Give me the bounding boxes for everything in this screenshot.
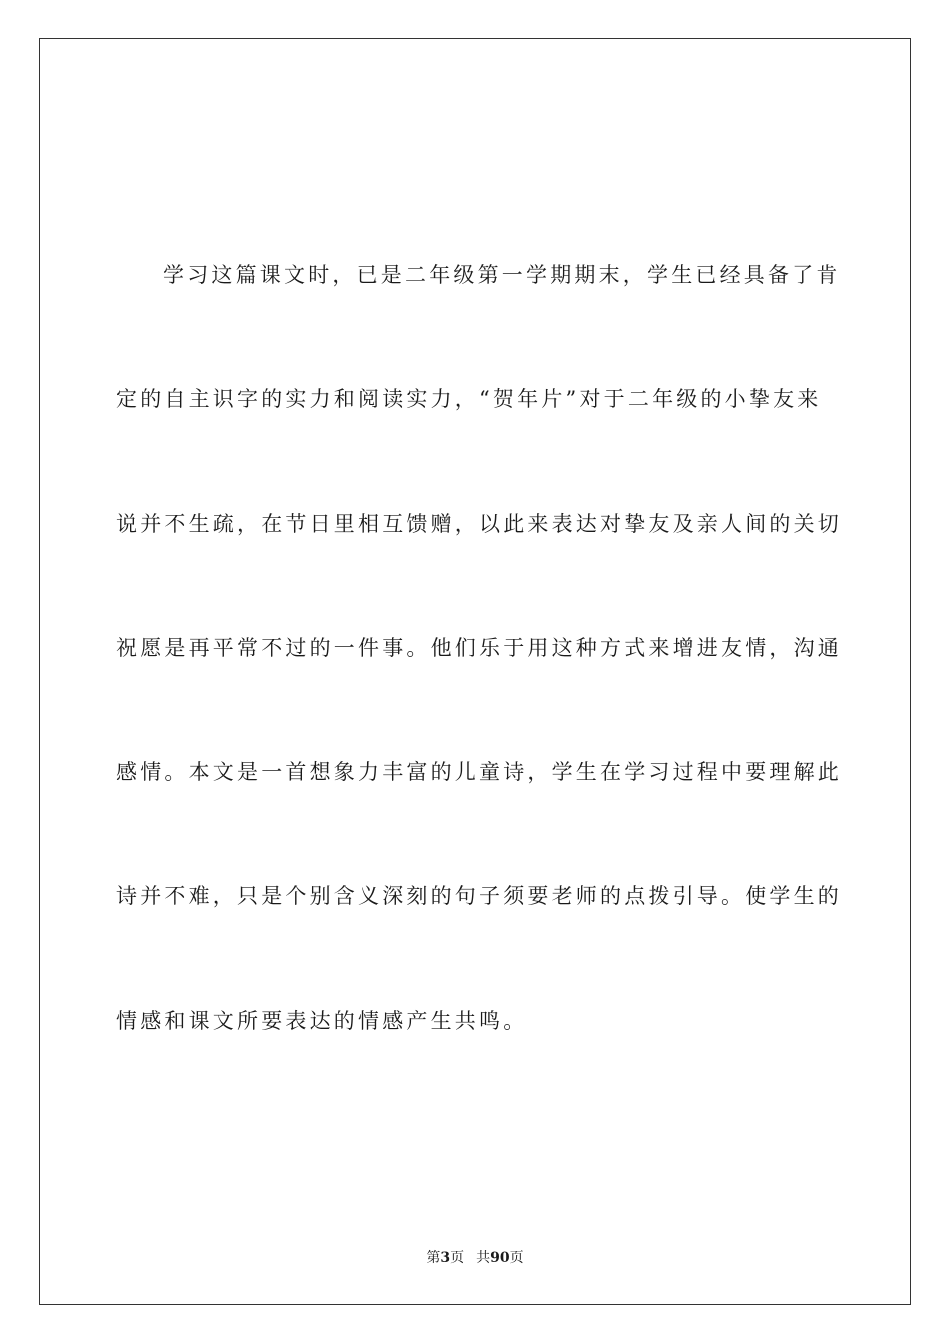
text-line: 诗并不难，只是个别含义深刻的句子须要老师的点拨引导。使学生的 xyxy=(116,884,842,908)
page-suffix: 页 xyxy=(450,1250,465,1266)
text-line: 学习这篇课文时，已是二年级第一学期期末，学生已经具备了肯 xyxy=(163,263,841,287)
page-border xyxy=(39,38,911,1305)
page-number: 3 xyxy=(440,1250,451,1266)
total-pages: 90 xyxy=(490,1250,510,1266)
text-line: 定的自主识字的实力和阅读实力，“贺年片”对于二年级的小挚友来 xyxy=(116,387,822,411)
text-line: 情感和课文所要表达的情感产生共鸣。 xyxy=(116,1009,528,1033)
page-footer xyxy=(0,1249,950,1267)
text-line: 祝愿是再平常不过的一件事。他们乐于用这种方式来增进友情，沟通 xyxy=(116,636,842,660)
text-line: 说并不生疏，在节日里相互馈赠，以此来表达对挚友及亲人间的关切 xyxy=(116,512,842,536)
page-prefix: 第 xyxy=(426,1250,441,1266)
text-line: 感情。本文是一首想象力丰富的儿童诗，学生在学习过程中要理解此 xyxy=(116,760,842,784)
total-prefix: 共 xyxy=(476,1250,491,1266)
total-suffix: 页 xyxy=(509,1250,524,1266)
